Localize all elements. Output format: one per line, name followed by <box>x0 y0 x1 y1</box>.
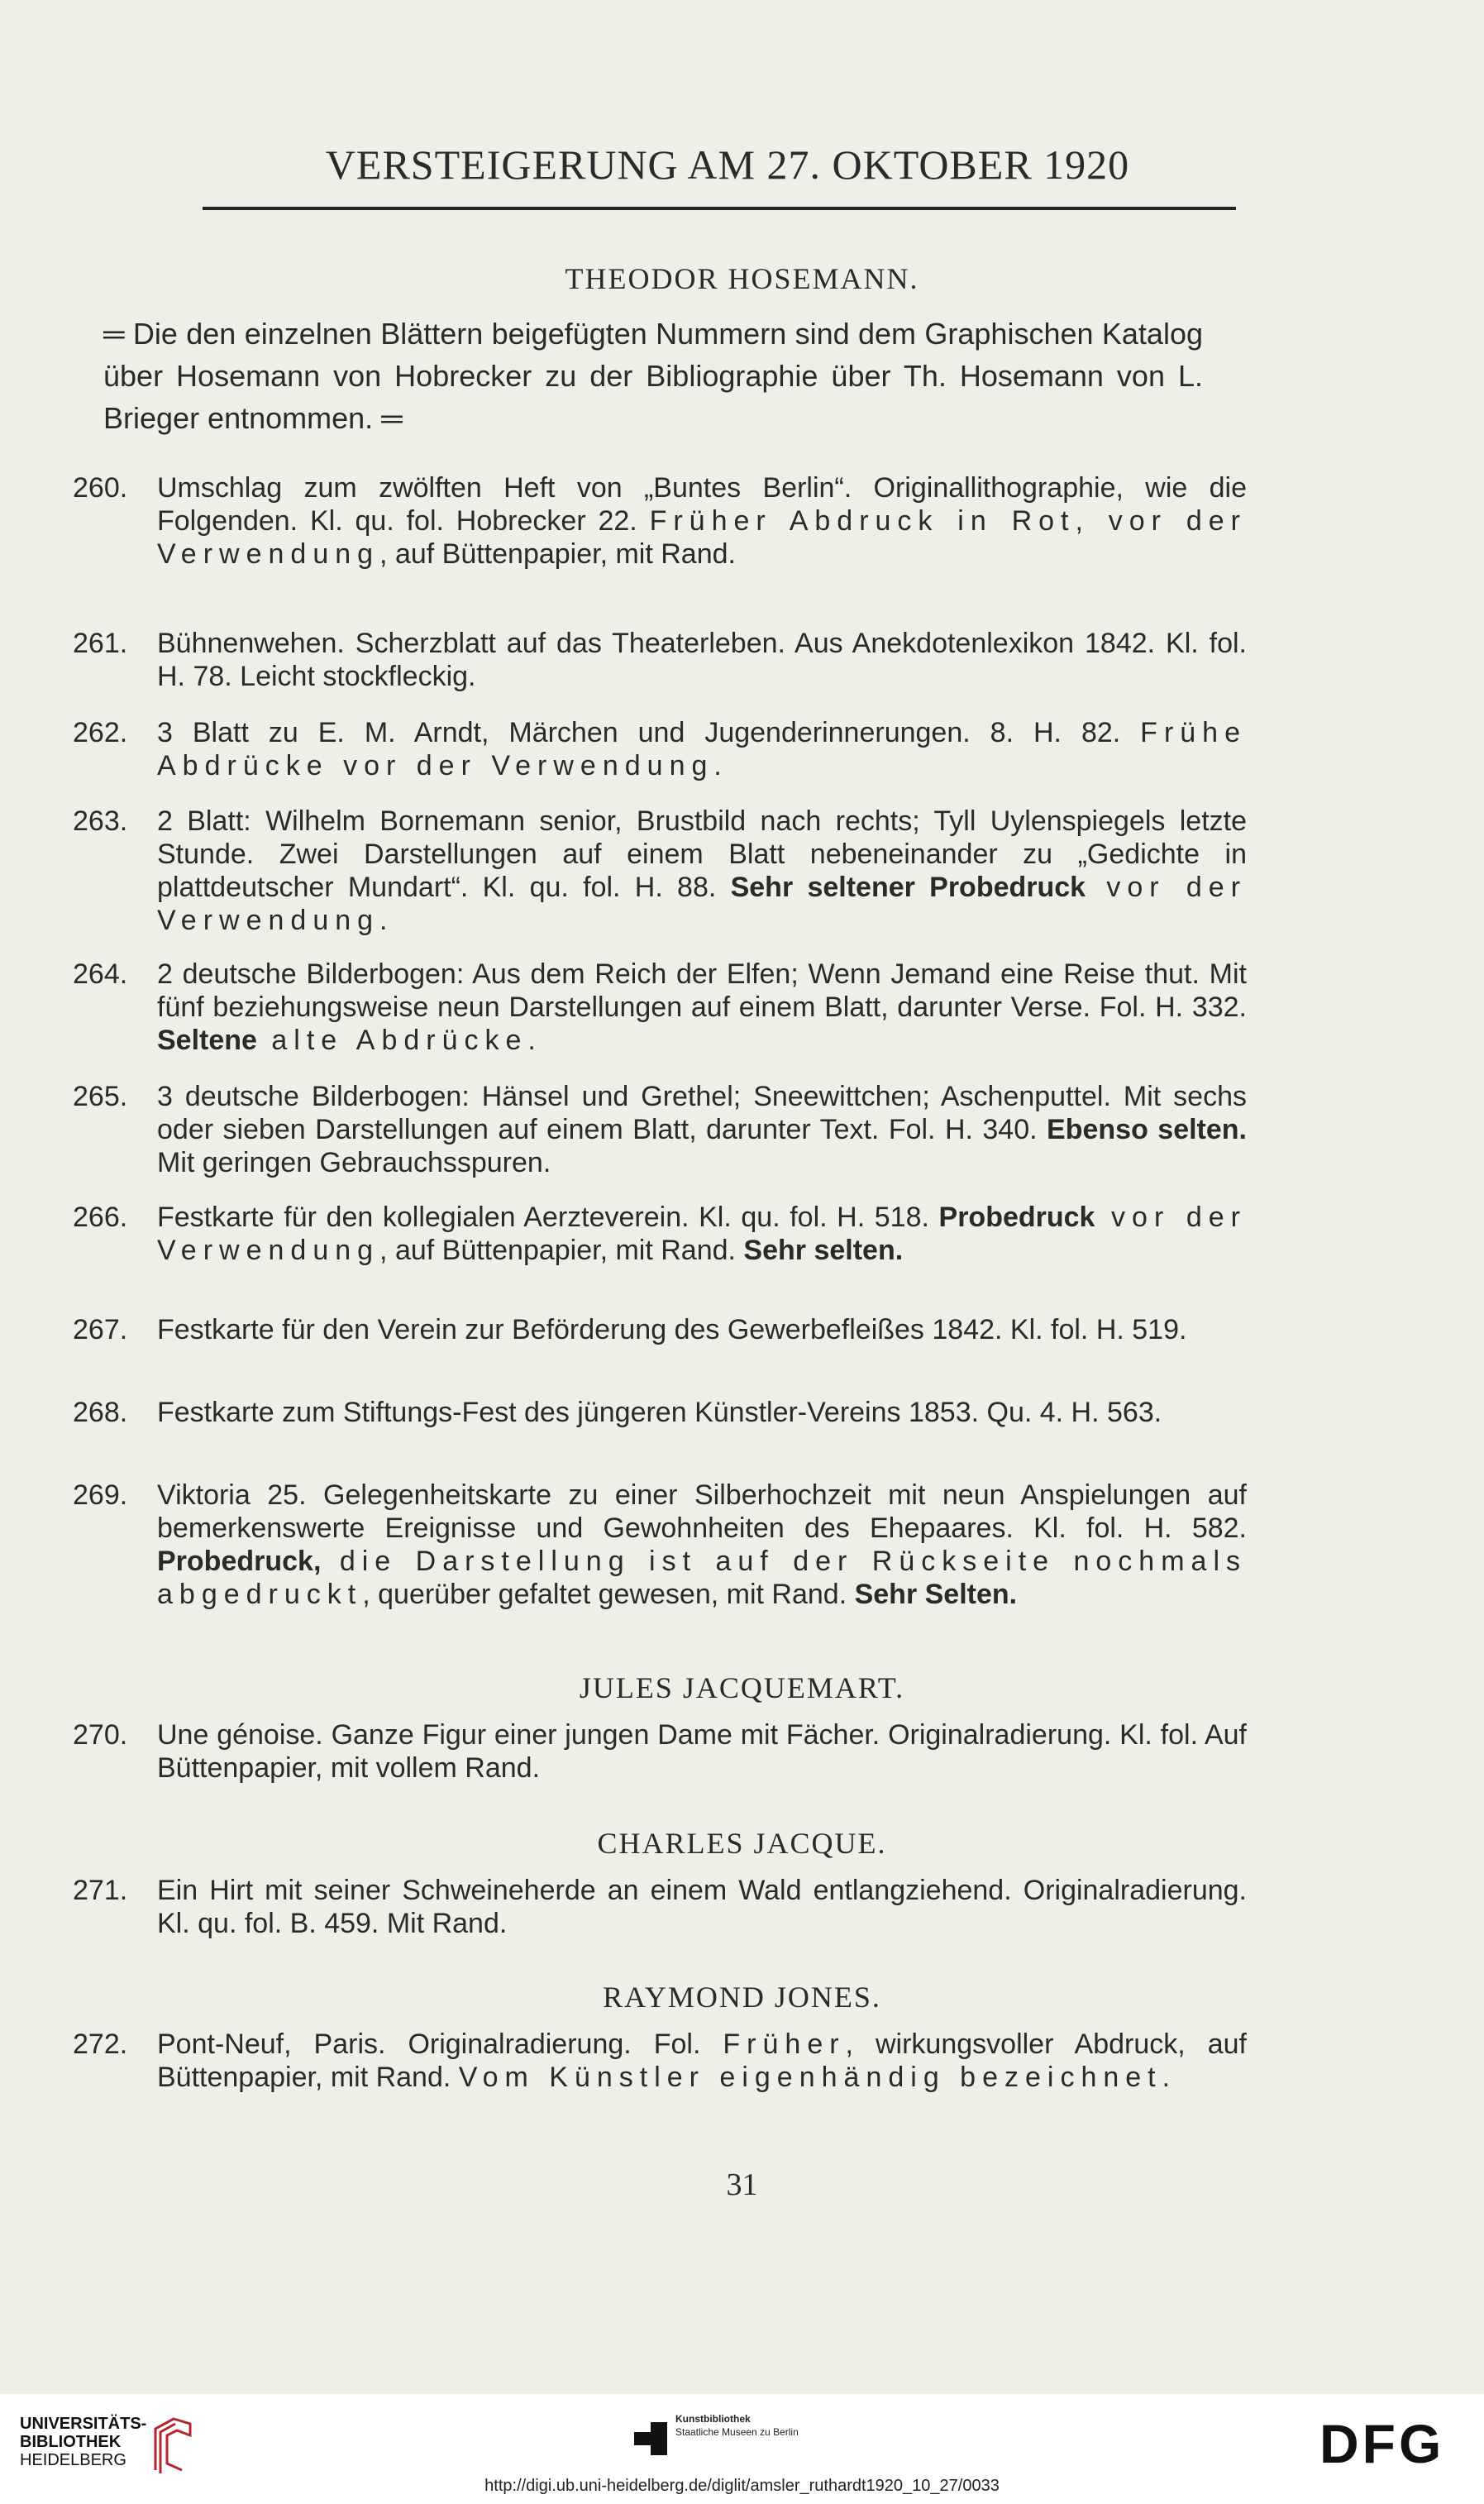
digitization-footer <box>0 2394 1484 2504</box>
entry-text <box>157 1080 1247 1179</box>
entry-number: 264. <box>73 958 128 990</box>
entry-text-run: Festkarte zum Stiftungs-Fest des jüngeren Künstler-Vereins 1853. Qu. 4. H. 563. <box>157 1397 1162 1428</box>
emphasis-bold: Sehr selten. <box>743 1235 904 1266</box>
entry-text-run: Une génoise. Ganze Figur einer jungen Dame mit Fächer. Originalradierung. Kl. fol. Auf Büttenpapier, mit vollem Rand. <box>157 1719 1247 1784</box>
entry-270 <box>73 1718 1247 1785</box>
entry-text <box>157 1479 1247 1611</box>
entry-text <box>157 627 1247 693</box>
page-number: 31 <box>726 2167 758 2202</box>
entry-text <box>157 716 1247 782</box>
entry-text-run: 3 deutsche Bilderbogen: Hänsel und Grethel; Sneewittchen; Aschenputtel. Mit sechs oder sieben Darstellungen auf einem Blatt, darunter Text. Fol. H. 340. <box>157 1081 1247 1145</box>
entry-text-run: Viktoria 25. Gelegenheitskarte zu einer Silberhochzeit mit neun Anspielungen auf bemerkenswerte Ereignisse und Gewohnheiten des Ehepaares. Kl. fol. H. 582. <box>157 1479 1247 1544</box>
entry-text-run: , auf Büttenpapier, mit Rand. <box>379 1235 744 1266</box>
entry-text <box>157 805 1247 937</box>
intro-text: ═ Die den einzelnen Blättern beigefügten Nummern sind dem Graphischen Katalog über Hosemann von Hobrecker zu der Bibliographie über Th. Hosemann von L. Brieger entnommen. ═ <box>103 317 1203 435</box>
section-title-jones: RAYMOND JONES. <box>603 1981 881 2014</box>
entry-262 <box>73 716 1247 782</box>
entry-number: 272. <box>73 2029 128 2060</box>
entry-number: 263. <box>73 805 128 837</box>
entry-text-run: , auf Büttenpapier, mit Rand. <box>379 538 736 570</box>
emphasis-spaced: Frühe Abdrücke vor der Verwendung. <box>157 717 1247 781</box>
emphasis-bold: Seltene <box>157 1025 257 1056</box>
section-title-jacque: CHARLES JACQUE. <box>597 1827 887 1860</box>
header-rule <box>203 207 1236 210</box>
entry-text-run: , wirkungsvoller Abdruck, auf Büttenpapier, mit Rand. <box>157 2029 1247 2093</box>
entry-text <box>157 1874 1247 1940</box>
entry-261 <box>73 627 1247 693</box>
emphasis-spaced: vor der Verwendung. <box>157 872 1248 936</box>
entry-number: 270. <box>73 1719 128 1751</box>
emphasis-bold: Probedruck, <box>157 1546 322 1577</box>
entry-264 <box>73 958 1247 1057</box>
library-mark-icon <box>149 2412 195 2478</box>
entry-271 <box>73 1874 1247 1940</box>
entry-number: 268. <box>73 1397 128 1428</box>
entry-260 <box>73 471 1247 571</box>
entry-text <box>157 471 1247 571</box>
library-name-line: BIBLIOTHEK <box>20 2433 122 2451</box>
kunstbibliothek-icon <box>632 2420 669 2457</box>
entry-text <box>157 2028 1247 2094</box>
entry-text-run: , querüber gefaltet gewesen, mit Rand. <box>362 1579 855 1610</box>
entry-number: 267. <box>73 1314 128 1345</box>
entry-number: 265. <box>73 1081 128 1112</box>
page-header: VERSTEIGERUNG AM 27. OKTOBER 1920 <box>325 141 1130 188</box>
entry-272 <box>73 2028 1247 2094</box>
entry-text-run: Bühnenwehen. Scherzblatt auf das Theaterleben. Aus Anekdotenlexikon 1842. Kl. fol. H. 78. Leicht stockfleckig. <box>157 628 1247 692</box>
entry-269 <box>73 1479 1247 1611</box>
entry-text-run: Festkarte für den Verein zur Beförderung des Gewerbefleißes 1842. Kl. fol. H. 519. <box>157 1314 1187 1345</box>
emphasis-spaced: Vom Künstler eigenhändig bezeichnet. <box>458 2062 1177 2093</box>
entry-text-run: Umschlag zum zwölften Heft von „Buntes Berlin“. Originallithographie, wie die Folgenden. Kl. qu. fol. Hobrecker 22. <box>157 472 1247 537</box>
emphasis-bold: Probedruck <box>938 1202 1095 1233</box>
entry-text-run: Festkarte für den kollegialen Aerzteverein. Kl. qu. fol. H. 518. <box>157 1202 939 1233</box>
emphasis-spaced: Früher Abdruck in Rot, vor der Verwendung <box>157 505 1247 570</box>
entry-number: 261. <box>73 628 128 659</box>
entry-text <box>157 1396 1247 1429</box>
emphasis-spaced: alte Abdrücke. <box>256 1025 542 1056</box>
entry-263 <box>73 805 1247 937</box>
kb-subtitle: Staatliche Museen zu Berlin <box>675 2426 799 2438</box>
entry-267 <box>73 1313 1247 1346</box>
entry-number: 269. <box>73 1479 128 1511</box>
kb-title: Kunstbibliothek <box>675 2413 751 2425</box>
entry-text-run: Mit geringen Gebrauchsspuren. <box>157 1147 551 1178</box>
entry-text-run: 2 deutsche Bilderbogen: Aus dem Reich der Elfen; Wenn Jemand eine Reise thut. Mit fünf beziehungsweise neun Darstellungen auf einem Blatt, darunter Verse. Fol. H. 332. <box>157 958 1247 1023</box>
emphasis-spaced: Früher <box>723 2029 846 2060</box>
emphasis-bold: Sehr Selten. <box>854 1579 1018 1610</box>
entry-266 <box>73 1201 1247 1267</box>
section-title-hosemann: THEODOR HOSEMANN. <box>565 262 919 295</box>
emphasis-bold: Ebenso selten. <box>1047 1114 1247 1145</box>
entry-text <box>157 958 1247 1057</box>
entry-number: 266. <box>73 1202 128 1233</box>
dfg-logo: DFG <box>1319 2413 1445 2474</box>
emphasis-spaced: vor der Verwendung <box>157 1202 1248 1266</box>
entry-268 <box>73 1396 1247 1429</box>
entry-text-run: Ein Hirt mit seiner Schweineherde an einem Wald entlangziehend. Originalradierung. Kl. qu. fol. B. 459. Mit Rand. <box>157 1875 1247 1939</box>
entry-number: 260. <box>73 472 128 504</box>
entry-text <box>157 1201 1247 1267</box>
entry-number: 271. <box>73 1875 128 1906</box>
entry-text-run: Pont-Neuf, Paris. Originalradierung. Fol. <box>157 2029 723 2060</box>
section-title-jacquemart: JULES JACQUEMART. <box>579 1671 905 1704</box>
entry-number: 262. <box>73 717 128 748</box>
entry-text <box>157 1718 1247 1785</box>
source-url[interactable]: http://digi.ub.uni-heidelberg.de/diglit/amsler_ruthardt1920_10_27/0033 <box>484 2477 1000 2495</box>
library-name-line: UNIVERSITÄTS- <box>20 2415 147 2433</box>
emphasis-spaced: die Darstellung ist auf der Rückseite nochmals abgedruckt <box>157 1546 1247 1610</box>
library-name-line: HEIDELBERG <box>20 2451 126 2469</box>
entry-text-run: 2 Blatt: Wilhelm Bornemann senior, Brustbild nach rechts; Tyll Uylenspiegels letzte Stunde. Zwei Darstellungen auf einem Blatt nebeneinander zu „Gedichte in plattdeutscher Mundart“. Kl. qu. fol. H. 88. <box>157 805 1247 903</box>
university-library-logo <box>20 2415 146 2469</box>
entry-265 <box>73 1080 1247 1179</box>
emphasis-bold: Sehr seltener Probedruck <box>730 872 1086 903</box>
entry-text-run: 3 Blatt zu E. M. Arndt, Märchen und Jugenderinnerungen. 8. H. 82. <box>157 717 1141 748</box>
entry-text <box>157 1313 1247 1346</box>
